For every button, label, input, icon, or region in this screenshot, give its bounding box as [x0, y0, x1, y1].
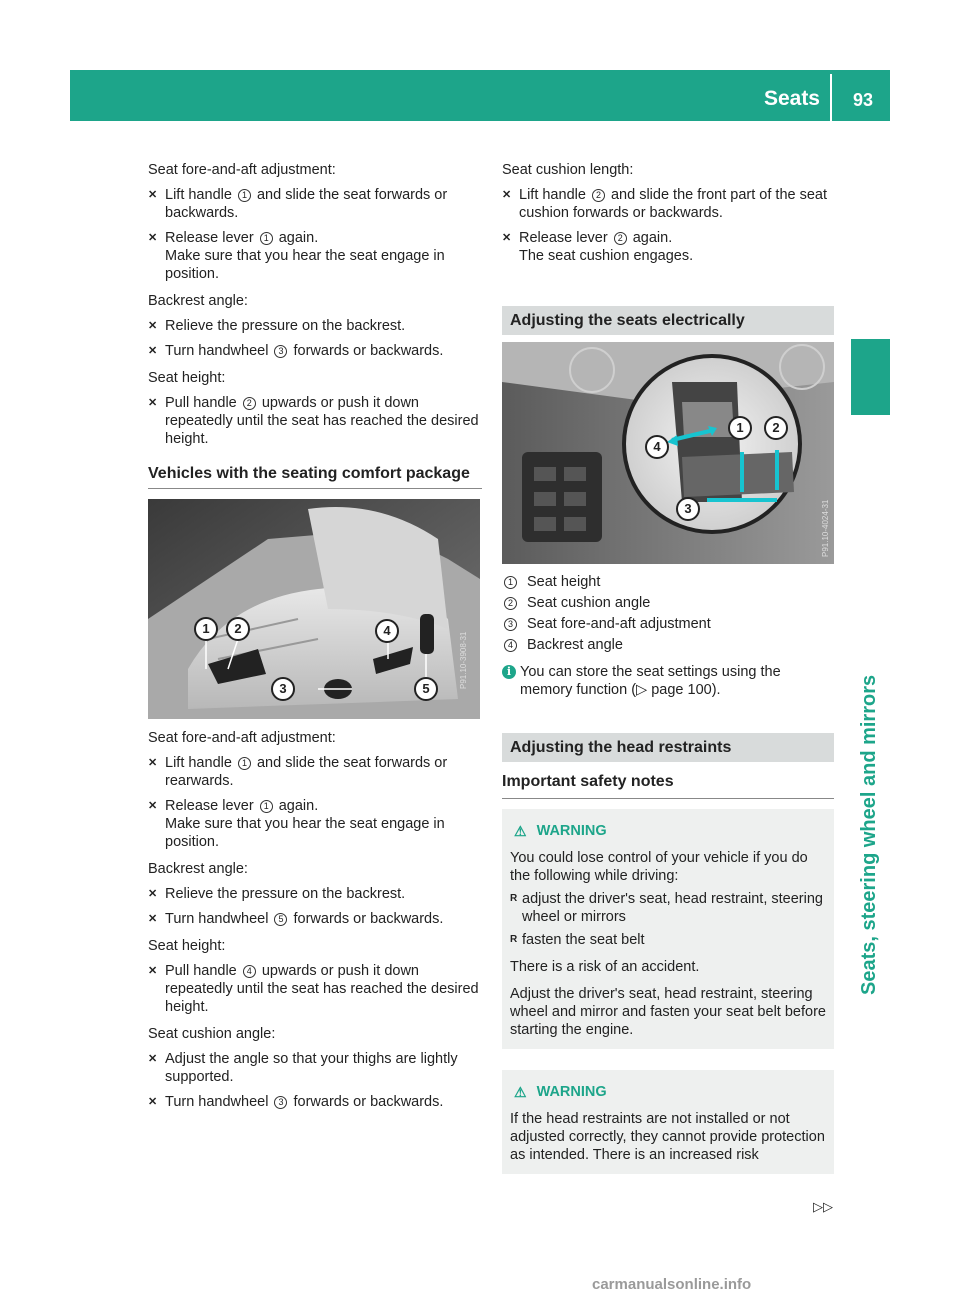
callout-ref: 3 [274, 1096, 287, 1109]
step-marker-icon: ✕ [148, 800, 158, 812]
callout-2: 2 [226, 617, 250, 641]
warning-bullets [510, 890, 826, 949]
chapter-tab [851, 339, 890, 415]
callout-1: 1 [728, 416, 752, 440]
step-text: again. [278, 230, 319, 246]
callout-ref: 2 [614, 232, 627, 245]
legend-number: 4 [504, 639, 517, 652]
legend-text: Backrest angle [527, 637, 623, 653]
instruction-step [148, 229, 482, 283]
callout-ref: 2 [243, 397, 256, 410]
warning-p2: Adjust the driver's seat, head restraint, steering wheel and mirror and fasten your seat belt before starting the engine. [510, 986, 826, 1038]
warning-icon: ⚠ [514, 1084, 527, 1100]
callout-5: 5 [414, 677, 438, 701]
step-marker-icon: ✕ [148, 757, 158, 769]
step-text: Relieve the pressure on the backrest. [165, 318, 406, 334]
step-note: The seat cushion engages. [519, 248, 694, 264]
warning-title [510, 822, 826, 840]
right-column [502, 152, 834, 1174]
section-heading-electric: Adjusting the seats electrically [502, 306, 834, 335]
chapter-title: Seats, steering wheel and mirrors [858, 674, 880, 995]
callout-ref: 5 [274, 913, 287, 926]
step-text: Pull handle [165, 395, 237, 411]
step-text: Release lever [165, 230, 254, 246]
warning-box-2 [502, 1070, 834, 1174]
step-text: Turn handwheel [165, 343, 269, 359]
step-text: again. [632, 230, 673, 246]
step-text: forwards or backwards. [293, 343, 444, 359]
left-column [148, 152, 482, 1111]
callout-4: 4 [375, 619, 399, 643]
warning-icon: ⚠ [514, 823, 527, 839]
step-text: upwards or push it down repeatedly until the seat has reached the desired height. [165, 395, 479, 447]
legend-number: 1 [504, 576, 517, 589]
instruction-step [148, 754, 482, 790]
callout-ref: 4 [243, 965, 256, 978]
instruction-step [502, 229, 834, 265]
step-note: Make sure that you hear the seat engage in position. [165, 816, 445, 850]
instruction-label: Seat fore-and-aft adjustment: [148, 162, 336, 178]
info-icon: i [502, 665, 516, 679]
step-text: Lift handle [519, 187, 586, 203]
step-marker-icon: ✕ [502, 232, 512, 244]
step-note: Make sure that you hear the seat engage in position. [165, 248, 445, 282]
instruction-label: Backrest angle: [148, 293, 248, 309]
legend-number: 3 [504, 618, 517, 631]
step-text: Relieve the pressure on the backrest. [165, 886, 406, 902]
instruction-label: Seat height: [148, 370, 226, 386]
seat-photo-comfort [148, 499, 480, 719]
warning-bullet: R fasten the seat belt [510, 931, 826, 949]
legend-number: 2 [504, 597, 517, 610]
step-marker-icon: ✕ [148, 345, 158, 357]
legend-item [502, 615, 834, 633]
continue-mark: ▷▷ [813, 1199, 833, 1214]
step-text: forwards or backwards. [293, 911, 444, 927]
step-marker-icon: ✕ [148, 913, 158, 925]
step-marker-icon: ✕ [148, 1096, 158, 1108]
left-after-instructions [148, 729, 482, 1111]
photo-code-electric: P91.10-4024-31 [821, 499, 830, 557]
electric-seat-switch-illustration [502, 342, 834, 564]
callout-1: 1 [194, 617, 218, 641]
cushion-length-instructions [502, 161, 834, 265]
legend-item [502, 573, 834, 591]
left-intro-instructions [148, 161, 482, 448]
callout-4: 4 [645, 435, 669, 459]
instruction-label: Seat height: [148, 938, 226, 954]
step-marker-icon: ✕ [148, 189, 158, 201]
section-heading-safety: Important safety notes [502, 772, 834, 799]
legend-item [502, 636, 834, 654]
legend-item [502, 594, 834, 612]
callout-ref: 3 [274, 345, 287, 358]
step-text: Lift handle [165, 187, 232, 203]
photo-code: P91.10-3908-31 [459, 631, 468, 689]
header-separator [830, 74, 832, 121]
step-text: and slide the seat forwards or rearwards. [165, 755, 448, 789]
step-text: forwards or backwards. [293, 1094, 444, 1110]
warning-title-text: WARNING [536, 823, 607, 839]
step-text: Turn handwheel [165, 1094, 269, 1110]
callout-ref: 2 [592, 189, 605, 202]
step-marker-icon: ✕ [148, 320, 158, 332]
warning-box-1 [502, 809, 834, 1049]
instruction-step [148, 885, 482, 903]
legend-text: Seat cushion angle [527, 595, 651, 611]
step-text: upwards or push it down repeatedly until the seat has reached the desired height. [165, 963, 479, 1015]
step-marker-icon: ✕ [502, 189, 512, 201]
step-marker-icon: ✕ [148, 397, 158, 409]
warning-bullet: R adjust the driver's seat, head restraint, steering wheel or mirrors [510, 890, 826, 926]
figure-legend [502, 573, 834, 654]
step-text: and slide the front part of the seat cushion forwards or backwards. [519, 187, 828, 221]
step-text: again. [278, 798, 319, 814]
instruction-step [148, 317, 482, 335]
step-marker-icon: ✕ [148, 965, 158, 977]
instruction-step [148, 962, 482, 1016]
instruction-step [502, 186, 834, 222]
step-text: Lift handle [165, 755, 232, 771]
section-heading-head-restraints: Adjusting the head restraints [502, 733, 834, 762]
callout-3: 3 [676, 497, 700, 521]
instruction-step [148, 1050, 482, 1086]
instruction-label: Seat fore-and-aft adjustment: [148, 730, 336, 746]
page-number: 93 [852, 90, 873, 110]
instruction-step [148, 394, 482, 448]
warning-title [510, 1083, 826, 1101]
header-title: Seats [763, 87, 820, 110]
step-text: Release lever [519, 230, 608, 246]
instruction-label: Seat cushion angle: [148, 1026, 276, 1042]
callout-3: 3 [271, 677, 295, 701]
section-heading-comfort: Vehicles with the seating comfort package [148, 464, 482, 489]
instruction-step [148, 910, 482, 928]
instruction-step [148, 797, 482, 851]
instruction-label: Seat cushion length: [502, 162, 634, 178]
warning-title-text: WARNING [536, 1084, 607, 1100]
instruction-step [148, 342, 482, 360]
callout-2: 2 [764, 416, 788, 440]
step-marker-icon: ✕ [148, 888, 158, 900]
page-header [70, 70, 890, 121]
step-text: Turn handwheel [165, 911, 269, 927]
instruction-step [148, 186, 482, 222]
step-text: Release lever [165, 798, 254, 814]
step-marker-icon: ✕ [148, 1053, 158, 1065]
warning2-text: If the head restraints are not installed or not adjusted correctly, they cannot provide protection as intended. There is an increased risk [510, 1111, 825, 1163]
step-marker-icon: ✕ [148, 232, 158, 244]
instruction-step [148, 1093, 482, 1111]
seat-photo-electric [502, 342, 834, 564]
warning-p1: There is a risk of an accident. [510, 959, 700, 975]
step-text: and slide the seat forwards or backwards. [165, 187, 448, 221]
callout-ref: 1 [260, 800, 273, 813]
callout-ref: 1 [238, 757, 251, 770]
step-text: Adjust the angle so that your thighs are lightly supported. [165, 1051, 458, 1085]
legend-text: Seat fore-and-aft adjustment [527, 616, 711, 632]
info-note [502, 663, 834, 699]
step-text: Pull handle [165, 963, 237, 979]
instruction-label: Backrest angle: [148, 861, 248, 877]
warning-intro: You could lose control of your vehicle if you do the following while driving: [510, 850, 808, 884]
callout-ref: 1 [238, 189, 251, 202]
callout-ref: 1 [260, 232, 273, 245]
info-text: You can store the seat settings using the memory function (▷ page 100). [520, 664, 781, 698]
legend-text: Seat height [527, 574, 601, 590]
watermark: carmanualsonline.info [592, 1276, 752, 1293]
